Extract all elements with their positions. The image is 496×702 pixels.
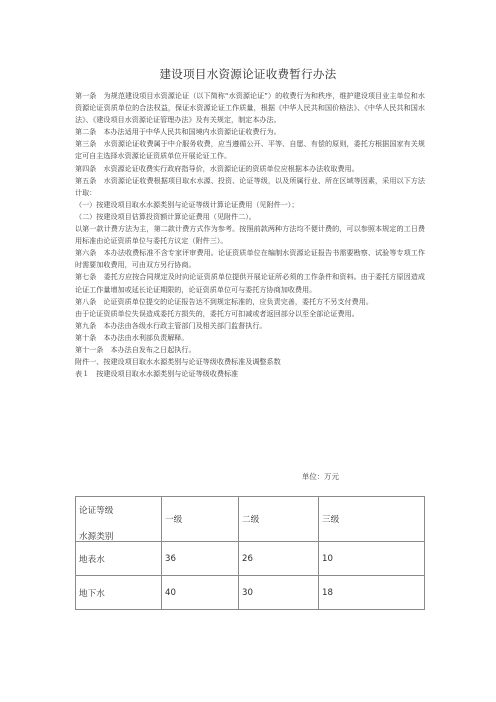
column-header: 一级: [162, 497, 239, 542]
header-grade-label: 论证等级: [79, 506, 114, 516]
table-row: [76, 542, 425, 576]
paragraph: 第四条 水资源论证收费实行政府指导价，水资源论证的资质单位应根据本办法收取费用。: [75, 163, 359, 173]
paragraph: 第七条 委托方应按合同规定及时向论证资质单位提供开展论证所必须的工作条件和资料。由于委托方原因造成论证工作量增加或延长论证期限的，论证资质单位可与委托方协商加收费用。: [75, 272, 425, 294]
table-row: [76, 576, 425, 610]
paragraph: 以第一款计费方法为主，第二款计费方式作为参考。按照前款两种方法均不便计费的，可以参照本规定的工日费用标准由论证资质单位与委托方议定（附件三）。: [75, 224, 425, 246]
row-header: 地下水: [76, 576, 162, 610]
paragraph: 第三条 水资源论证收费属于中介服务收费，应当遵循公开、平等、自愿、有偿的原则，委托方根据国家有关规定可自主选择水资源论证资质单位开展论证工作。: [75, 139, 425, 161]
fee-table: [75, 496, 425, 610]
table-corner-header: [76, 497, 162, 542]
appendix-heading: 附件一、按建设项目取水水源类别与论证等级收费标准及调整系数: [75, 357, 281, 367]
paragraph: 第八条 论证资质单位提交的论证报告达不到规定标准的，应负责完善，委托方不另支付费用。: [75, 296, 373, 306]
paragraph: 第十一条 本办法自发布之日起执行。: [75, 344, 196, 354]
header-source-label: 水源类别: [79, 532, 114, 542]
row-header: 地表水: [76, 542, 162, 576]
document-title: 建设项目水资源论证收费暂行办法: [159, 67, 337, 81]
column-header: 二级: [239, 497, 319, 542]
document-body: [75, 90, 425, 380]
paragraph: 由于论证资质单位失误造成委托方损失的，委托方可扣减或者返回部分以至全部论证费用。: [75, 308, 359, 318]
paragraph: （二）按建设项目估算投资额计算论证费用（见附件二）。: [75, 211, 256, 221]
paragraph: 第九条 本办法由各级水行政主管部门及相关部门监督执行。: [75, 320, 267, 330]
paragraph: 第六条 本办法收费标准不含专家评审费用。论证资质单位在编制水资源论证报告书需要勘察、试验等专项工作时需要加收费用，可由双方另行协商。: [75, 248, 425, 270]
paragraph: 第五条 水资源论证收费根据项目取水水源、投资、论证等级，以及所属行业、所在区域等因素，采用以下方法计取：: [75, 175, 425, 197]
paragraph: 第一条 为规范建设项目水资源论证（以下简称“水资源论证”）的收费行为和秩序，维护建设项目业主单位和水资源论证资质单位的合法权益，保证水资源论证工作质量，根据《中华人民共和国价格法》、《中华人民共和国水法》、《建设项目水资源论证管理办法》及有关规定，制定本办法。: [75, 91, 425, 125]
table-caption: 表１ 按建设项目取水水源类别与论证等级收费标准: [75, 369, 239, 379]
paragraph: （一）按建设项目取水水源类别与论证等级计算论证费用（见附件一）；: [75, 199, 299, 209]
unit-label: 单位：万元: [302, 472, 339, 481]
table-cell: 30: [239, 576, 319, 610]
table-header-row: [76, 497, 425, 542]
table-cell: 40: [162, 576, 239, 610]
table-cell: 18: [319, 576, 425, 610]
table-cell: 36: [162, 542, 239, 576]
paragraph: 第十条 本办法由水利部负责解释。: [75, 332, 189, 342]
table-cell: 10: [319, 542, 425, 576]
column-header: 三级: [319, 497, 425, 542]
table-cell: 26: [239, 542, 319, 576]
paragraph: 第二条 本办法适用于中华人民共和国境内水资源论证收费行为。: [75, 127, 281, 137]
